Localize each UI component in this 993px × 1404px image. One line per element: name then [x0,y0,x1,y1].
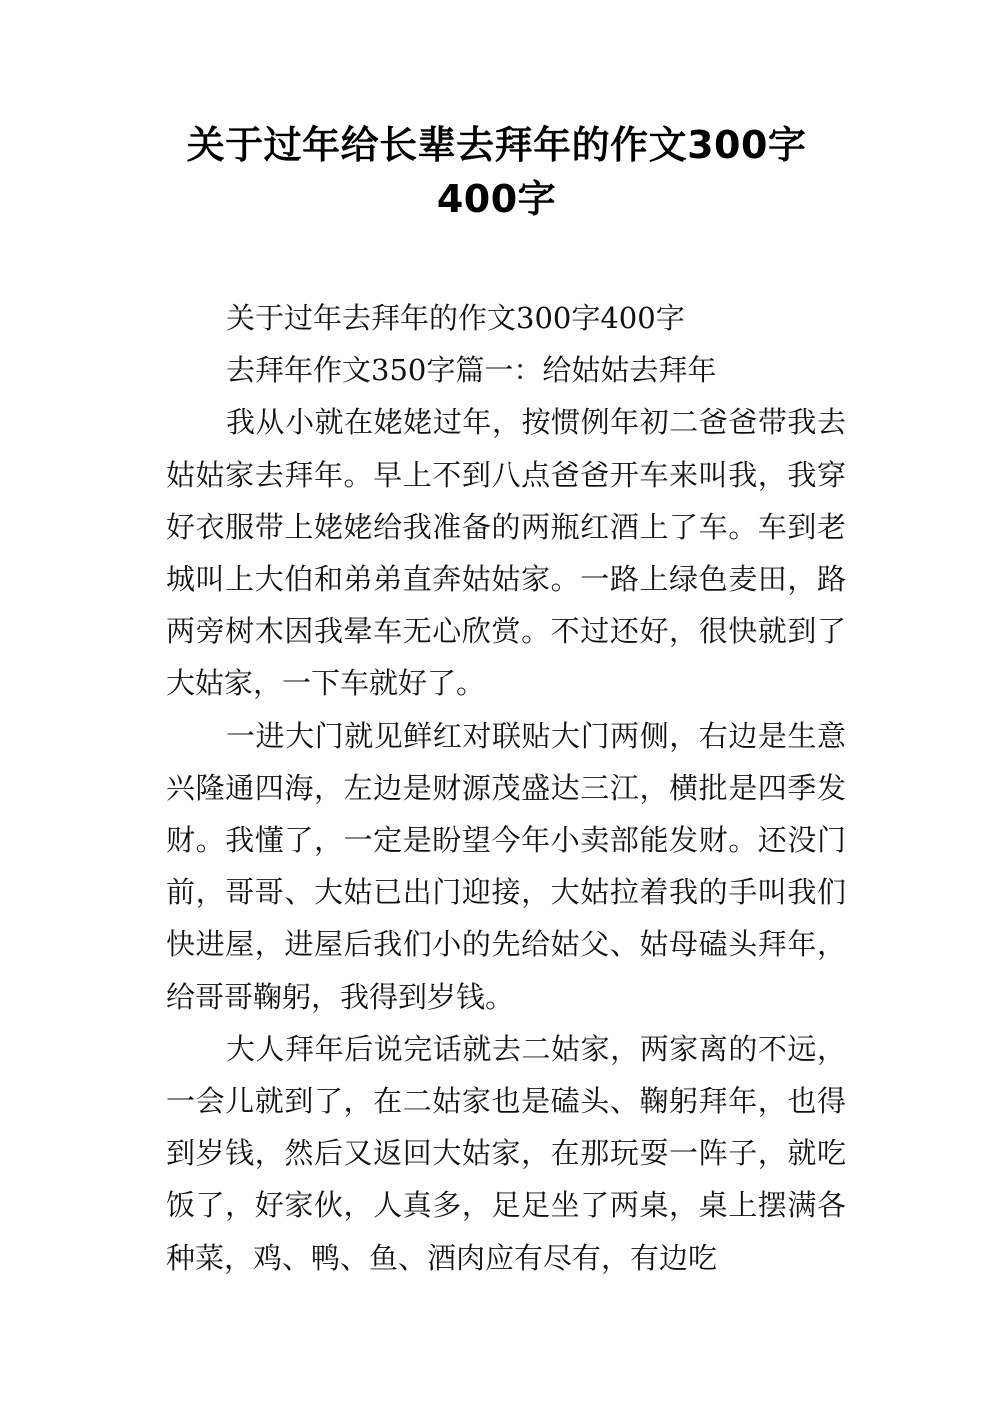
title-line-1: 关于过年给长辈去拜年的作文300字 [186,123,807,167]
title-line-2: 400字 [436,177,557,221]
paragraph-subtitle: 关于过年去拜年的作文300字400字 [226,301,685,335]
paragraph-section-heading: 去拜年作文350字篇一：给姑姑去拜年 [226,353,717,388]
paragraph-body: 我从小就在姥姥过年，按惯例年初二爸爸带我去姑姑家去拜年。早上不到八点爸爸开车来叫我，我穿好衣服带上姥姥给我准备的两瓶红酒上了车。车到老城叫上大伯和弟弟直奔姑姑家。一路上绿色麦田，路两旁树木因我晕车无心欣赏。不过还好，很快就到了大姑家，一下车就好了。 [166,405,846,701]
paragraph-body: 一进大门就见鲜红对联贴大门两侧，右边是生意兴隆通四海，左边是财源茂盛达三江，横批是四季发财。我懂了，一定是盼望今年小卖部能发财。还没门前，哥哥、大姑已出门迎接，大姑拉着我的手叫我们快进屋，进屋后我们小的先给姑父、姑母磕头拜年，给哥哥鞠躬，我得到岁钱。 [166,718,846,1014]
document-body [166,292,846,1284]
paragraph-body: 大人拜年后说完话就去二姑家，两家离的不远，一会儿就到了，在二姑家也是磕头、鞠躬拜年，也得到岁钱，然后又返回大姑家，在那玩耍一阵子，就吃饭了，好家伙，人真多，足足坐了两桌，桌上摆满各种菜，鸡、鸭、鱼、酒肉应有尽有，有边吃 [166,1031,846,1275]
document-title [120,118,873,226]
